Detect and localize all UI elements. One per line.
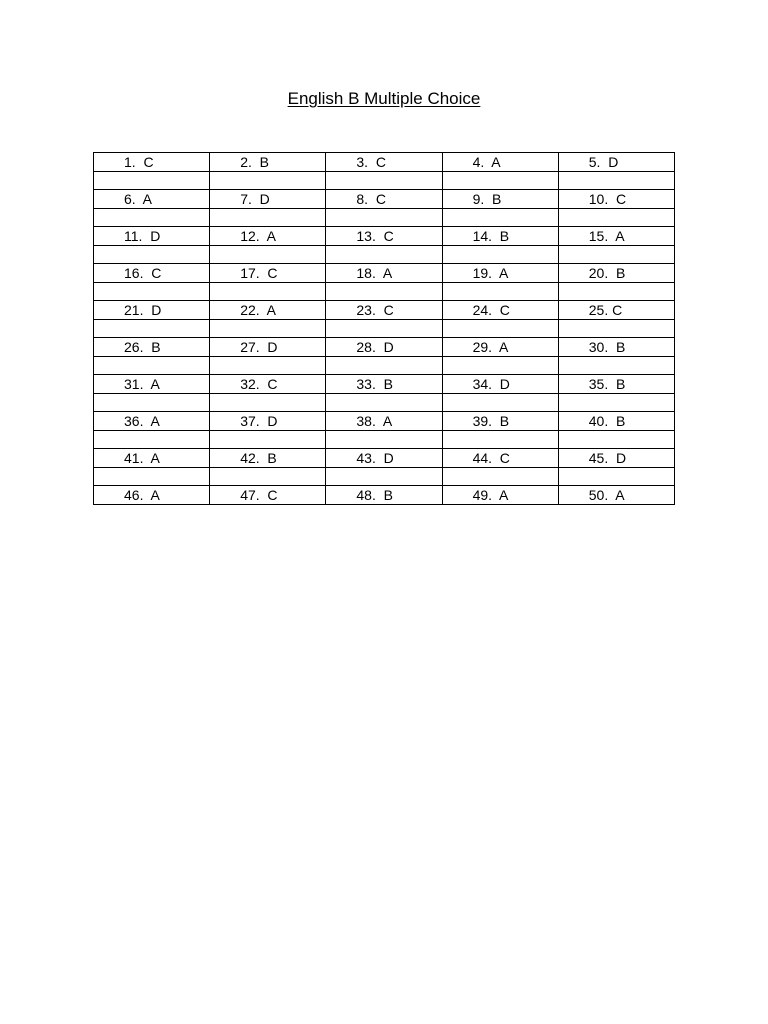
answer-row <box>94 190 675 209</box>
spacer-row <box>94 468 675 486</box>
answer-cell: 1. C <box>94 153 210 172</box>
spacer-cell <box>442 283 558 301</box>
spacer-row <box>94 320 675 338</box>
page-title: English B Multiple Choice <box>287 89 481 108</box>
answer-cell: 6. A <box>94 190 210 209</box>
answer-cell: 32. C <box>210 375 326 394</box>
spacer-cell <box>558 283 674 301</box>
spacer-cell <box>94 394 210 412</box>
spacer-cell <box>94 431 210 449</box>
spacer-row <box>94 172 675 190</box>
answer-row <box>94 264 675 283</box>
answer-cell: 7. D <box>210 190 326 209</box>
spacer-cell <box>94 209 210 227</box>
answer-cell: 42. B <box>210 449 326 468</box>
spacer-cell <box>210 283 326 301</box>
spacer-row <box>94 209 675 227</box>
spacer-cell <box>94 246 210 264</box>
spacer-cell <box>442 172 558 190</box>
spacer-cell <box>326 468 442 486</box>
spacer-cell <box>94 468 210 486</box>
spacer-cell <box>558 172 674 190</box>
spacer-cell <box>326 246 442 264</box>
spacer-cell <box>558 394 674 412</box>
spacer-cell <box>558 431 674 449</box>
answer-cell: 43. D <box>326 449 442 468</box>
spacer-cell <box>326 357 442 375</box>
answer-cell: 15. A <box>558 227 674 246</box>
spacer-row <box>94 246 675 264</box>
answer-row <box>94 227 675 246</box>
spacer-cell <box>558 209 674 227</box>
spacer-cell <box>94 283 210 301</box>
answer-cell: 9. B <box>442 190 558 209</box>
answer-cell: 3. C <box>326 153 442 172</box>
answer-cell: 44. C <box>442 449 558 468</box>
spacer-cell <box>210 357 326 375</box>
answer-row <box>94 449 675 468</box>
answer-cell: 30. B <box>558 338 674 357</box>
answer-row <box>94 486 675 505</box>
answer-cell: 18. A <box>326 264 442 283</box>
answer-cell: 41. A <box>94 449 210 468</box>
answer-cell: 2. B <box>210 153 326 172</box>
answer-cell: 21. D <box>94 301 210 320</box>
spacer-cell <box>326 394 442 412</box>
spacer-cell <box>210 246 326 264</box>
answer-cell: 50. A <box>558 486 674 505</box>
spacer-row <box>94 357 675 375</box>
answer-cell: 29. A <box>442 338 558 357</box>
answer-cell: 24. C <box>442 301 558 320</box>
answer-cell: 39. B <box>442 412 558 431</box>
answer-cell: 13. C <box>326 227 442 246</box>
spacer-row <box>94 431 675 449</box>
spacer-cell <box>210 394 326 412</box>
spacer-cell <box>558 357 674 375</box>
answer-row <box>94 301 675 320</box>
answer-key-body <box>94 153 675 505</box>
answer-cell: 12. A <box>210 227 326 246</box>
answer-cell: 48. B <box>326 486 442 505</box>
spacer-cell <box>210 431 326 449</box>
answer-cell: 4. A <box>442 153 558 172</box>
answer-cell: 40. B <box>558 412 674 431</box>
spacer-cell <box>326 172 442 190</box>
answer-cell: 25. C <box>558 301 674 320</box>
answer-row <box>94 153 675 172</box>
spacer-cell <box>326 431 442 449</box>
answer-cell: 31. A <box>94 375 210 394</box>
spacer-cell <box>442 246 558 264</box>
spacer-cell <box>442 320 558 338</box>
spacer-cell <box>210 468 326 486</box>
spacer-cell <box>326 283 442 301</box>
answer-cell: 27. D <box>210 338 326 357</box>
spacer-row <box>94 283 675 301</box>
spacer-row <box>94 394 675 412</box>
answer-cell: 14. B <box>442 227 558 246</box>
answer-key-table <box>93 152 675 505</box>
spacer-cell <box>442 431 558 449</box>
answer-row <box>94 338 675 357</box>
spacer-cell <box>94 320 210 338</box>
answer-cell: 16. C <box>94 264 210 283</box>
answer-cell: 10. C <box>558 190 674 209</box>
spacer-cell <box>558 246 674 264</box>
spacer-cell <box>210 320 326 338</box>
answer-cell: 26. B <box>94 338 210 357</box>
answer-cell: 47. C <box>210 486 326 505</box>
answer-cell: 38. A <box>326 412 442 431</box>
answer-row <box>94 375 675 394</box>
answer-cell: 8. C <box>326 190 442 209</box>
answer-cell: 11. D <box>94 227 210 246</box>
answer-cell: 36. A <box>94 412 210 431</box>
answer-cell: 49. A <box>442 486 558 505</box>
answer-cell: 5. D <box>558 153 674 172</box>
answer-cell: 20. B <box>558 264 674 283</box>
answer-cell: 22. A <box>210 301 326 320</box>
answer-cell: 28. D <box>326 338 442 357</box>
spacer-cell <box>558 320 674 338</box>
spacer-cell <box>442 468 558 486</box>
answer-row <box>94 412 675 431</box>
spacer-cell <box>558 468 674 486</box>
spacer-cell <box>442 394 558 412</box>
spacer-cell <box>94 172 210 190</box>
answer-cell: 33. B <box>326 375 442 394</box>
answer-cell: 34. D <box>442 375 558 394</box>
answer-cell: 37. D <box>210 412 326 431</box>
spacer-cell <box>94 357 210 375</box>
spacer-cell <box>442 357 558 375</box>
answer-cell: 46. A <box>94 486 210 505</box>
answer-cell: 35. B <box>558 375 674 394</box>
spacer-cell <box>442 209 558 227</box>
spacer-cell <box>210 172 326 190</box>
answer-cell: 23. C <box>326 301 442 320</box>
answer-cell: 17. C <box>210 264 326 283</box>
answer-cell: 45. D <box>558 449 674 468</box>
spacer-cell <box>210 209 326 227</box>
spacer-cell <box>326 320 442 338</box>
spacer-cell <box>326 209 442 227</box>
answer-cell: 19. A <box>442 264 558 283</box>
